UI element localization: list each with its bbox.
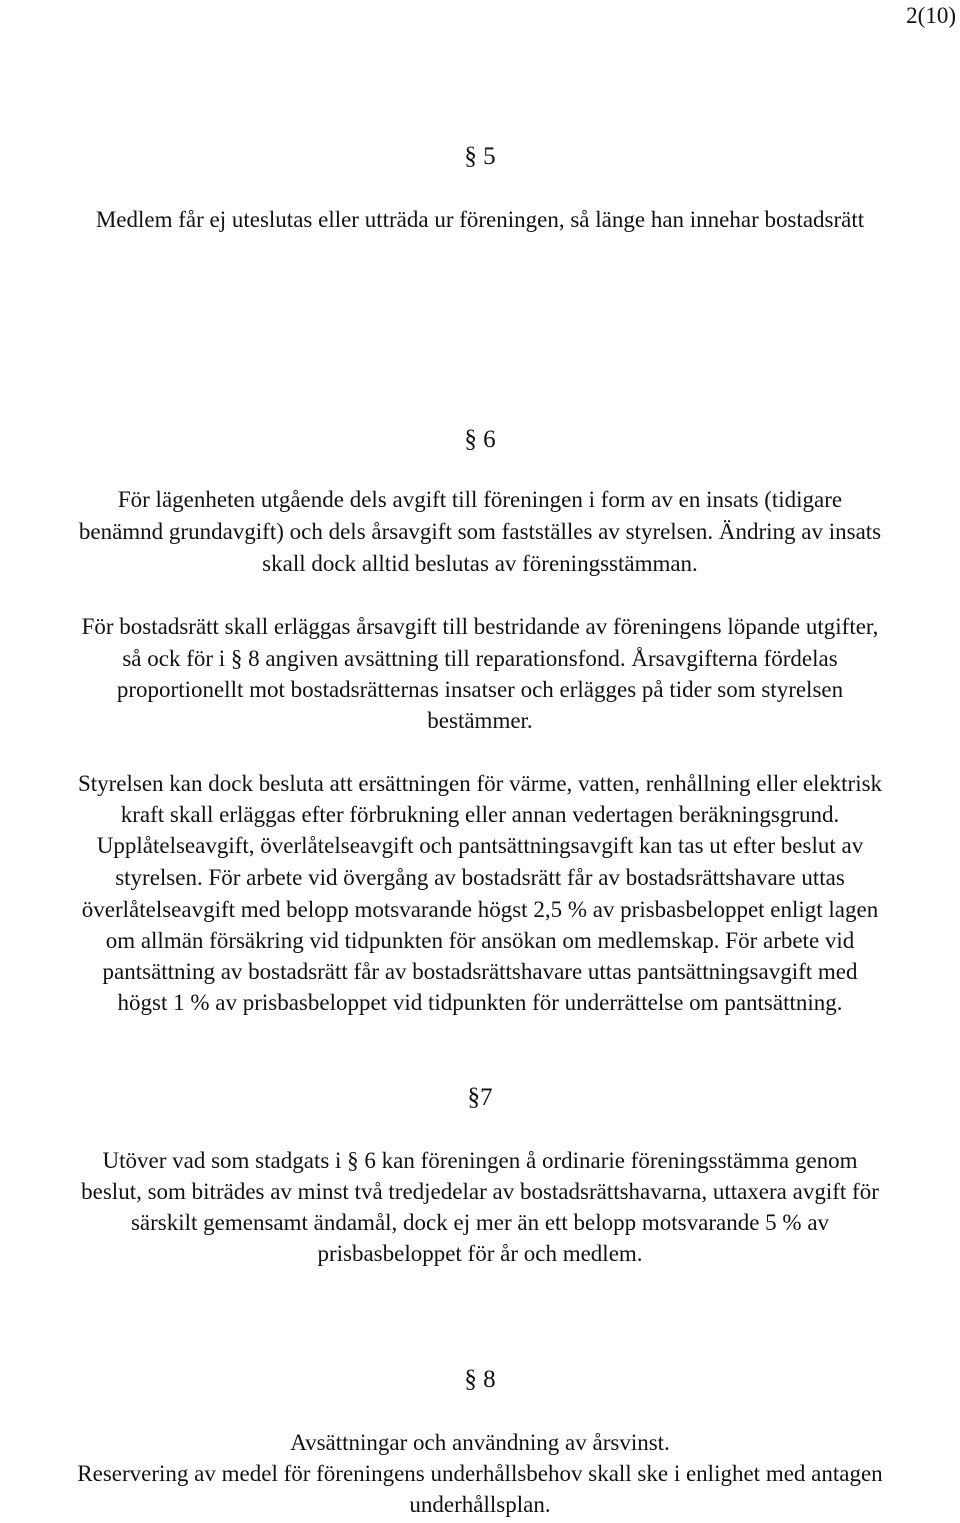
paragraph-line: beslut, som biträdes av minst två tredjedelar av bostadsrättshavarna, uttaxera avgift för (81, 1179, 879, 1204)
paragraph-line: Avsättningar och användning av årsvinst. (290, 1430, 670, 1455)
page-number: 2(10) (906, 3, 956, 28)
paragraph-line: pantsättning av bostadsrätt får av bostadsrättshavare uttas pantsättningsavgift med (102, 959, 858, 984)
paragraph-line: prisbasbeloppet för år och medlem. (317, 1241, 643, 1266)
paragraph-line: Reservering av medel för föreningens underhållsbehov skall ske i enlighet med antagen (77, 1461, 883, 1486)
paragraph-line: om allmän försäkring vid tidpunkten för ansökan om medlemskap. För arbete vid (105, 928, 855, 953)
paragraph-line: bestämmer. (427, 708, 533, 733)
paragraph-line: högst 1 % av prisbasbeloppet vid tidpunkten för underrättelse om pantsättning. (117, 990, 843, 1015)
paragraph-line: proportionellt mot bostadsrätternas insatser och erlägges på tider som styrelsen (116, 677, 844, 702)
section-heading: § 6 (464, 426, 496, 453)
paragraph-line: överlåtelseavgift med belopp motsvarande högst 2,5 % av prisbasbeloppet enligt lagen (81, 897, 879, 922)
paragraph-line: kraft skall erläggas efter förbrukning eller annan vedertagen beräkningsgrund. (120, 802, 840, 827)
paragraph-line: så ock för i § 8 angiven avsättning till reparationsfond. Årsavgifterna fördelas (122, 646, 838, 671)
paragraph-line: styrelsen. För arbete vid övergång av bostadsrätt får av bostadsrättshavare uttas (115, 865, 845, 890)
paragraph-line: Styrelsen kan dock besluta att ersättningen för värme, vatten, renhållning eller elektrisk (77, 771, 883, 796)
paragraph-line: särskilt gemensamt ändamål, dock ej mer än ett belopp motsvarande 5 % av (130, 1210, 830, 1235)
paragraph-line: Utöver vad som stadgats i § 6 kan föreningen å ordinarie föreningsstämma genom (102, 1148, 858, 1173)
paragraph-line: skall dock alltid beslutas av föreningsstämman. (262, 551, 698, 576)
paragraph-line: underhållsplan. (409, 1492, 551, 1517)
section-heading: §7 (467, 1084, 493, 1111)
paragraph-line: benämnd grundavgift) och dels årsavgift som fastställes av styrelsen. Ändring av insats (78, 519, 882, 544)
section-heading: § 5 (464, 143, 496, 170)
paragraph-line: Upplåtelseavgift, överlåtelseavgift och pantsättningsavgift kan tas ut efter beslut av (96, 833, 864, 858)
paragraph-line: Medlem får ej uteslutas eller utträda ur föreningen, så länge han innehar bostadsrätt (95, 207, 865, 232)
section-heading: § 8 (464, 1366, 496, 1393)
paragraph-line: För bostadsrätt skall erläggas årsavgift till bestridande av föreningens löpande utgifter, (81, 614, 879, 639)
paragraph-line: För lägenheten utgående dels avgift till föreningen i form av en insats (tidigare (117, 487, 843, 512)
